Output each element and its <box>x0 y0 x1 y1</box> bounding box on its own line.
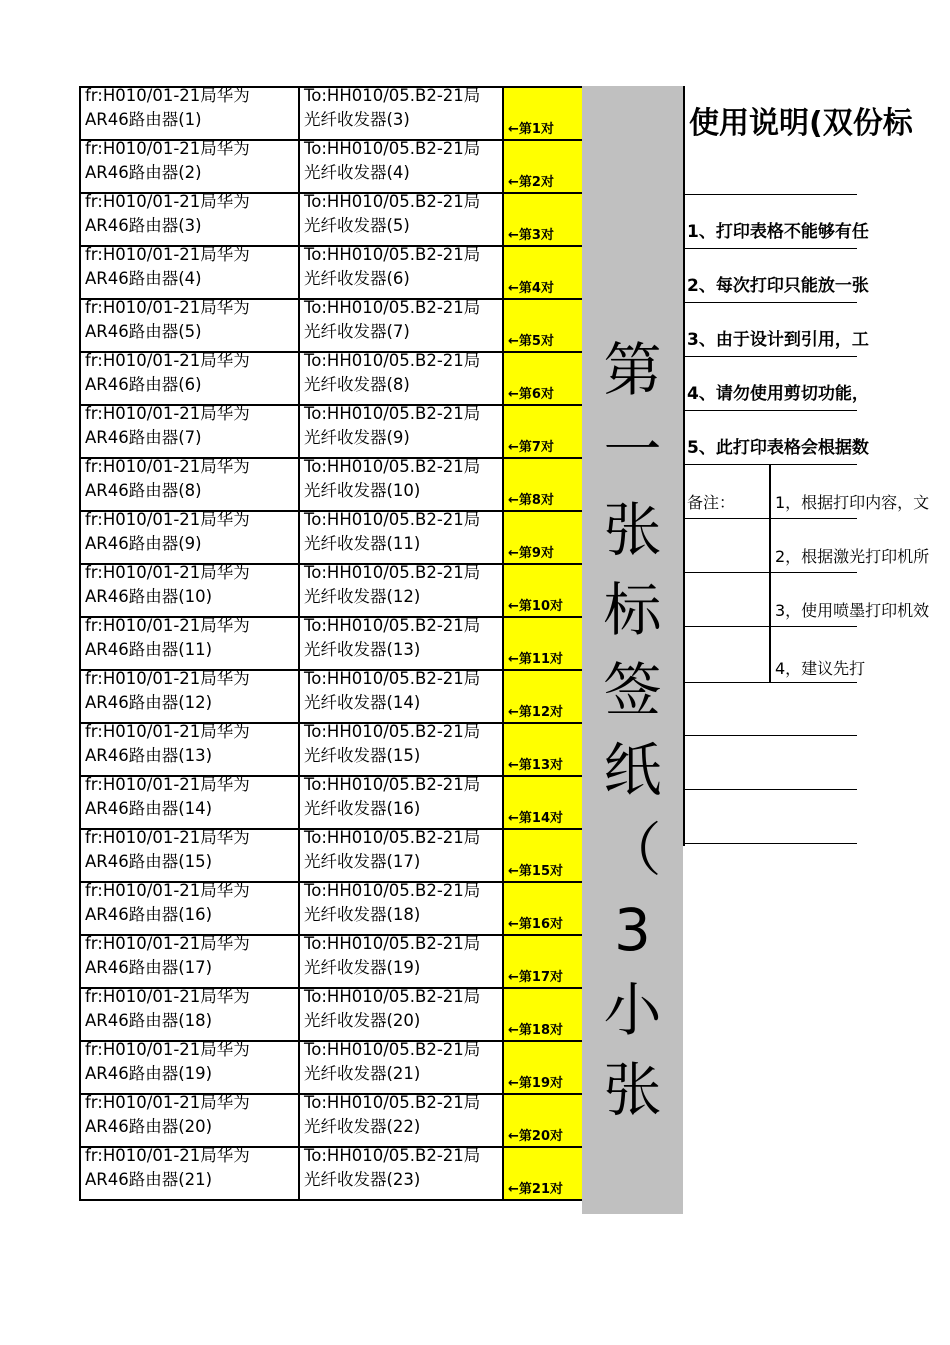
label-row <box>80 352 583 405</box>
note-item: 4，建议先打 <box>775 659 866 678</box>
from-line: fr:H010/01-21局华为 <box>85 245 250 264</box>
to-line: 光纤收发器(5) <box>304 216 410 235</box>
from-line: fr:H010/01-21局华为 <box>85 192 250 211</box>
to-line: 光纤收发器(6) <box>304 269 410 288</box>
from-line: fr:H010/01-21局华为 <box>85 669 250 688</box>
from-line: fr:H010/01-21局华为 <box>85 351 250 370</box>
to-line: To:HH010/05.B2-21局 <box>304 987 481 1006</box>
from-line: fr:H010/01-21局华为 <box>85 934 250 953</box>
to-line: To:HH010/05.B2-21局 <box>304 139 481 158</box>
from-line: AR46路由器(10) <box>85 587 213 606</box>
from-line: fr:H010/01-21局华为 <box>85 86 250 105</box>
from-line: AR46路由器(13) <box>85 746 213 765</box>
from-line: AR46路由器(11) <box>85 640 213 659</box>
label-row <box>80 511 583 564</box>
pair-cell <box>503 564 583 617</box>
from-line: AR46路由器(3) <box>85 216 202 235</box>
note-divider <box>769 465 771 683</box>
instruction-item: 3、由于设计到引用，工 <box>687 330 869 350</box>
from-line: AR46路由器(6) <box>85 375 202 394</box>
divider <box>685 194 857 195</box>
pair-cell <box>503 1094 583 1147</box>
from-line: AR46路由器(2) <box>85 163 202 182</box>
pair-cell <box>503 458 583 511</box>
from-line: AR46路由器(15) <box>85 852 213 871</box>
to-line: 光纤收发器(17) <box>304 852 421 871</box>
from-line: fr:H010/01-21局华为 <box>85 404 250 423</box>
from-cell <box>80 299 299 352</box>
pair-number: ←第21对 <box>508 1182 563 1197</box>
to-line: To:HH010/05.B2-21局 <box>304 669 481 688</box>
from-line: AR46路由器(9) <box>85 534 202 553</box>
vertical-title-char: 张 <box>603 496 662 564</box>
to-line: 光纤收发器(9) <box>304 428 410 447</box>
from-line: fr:H010/01-21局华为 <box>85 563 250 582</box>
to-line: To:HH010/05.B2-21局 <box>304 510 481 529</box>
from-cell <box>80 458 299 511</box>
to-cell <box>299 776 503 829</box>
pair-cell <box>503 87 583 140</box>
divider <box>685 626 857 627</box>
to-line: To:HH010/05.B2-21局 <box>304 1093 481 1112</box>
label-row <box>80 988 583 1041</box>
vertical-title-char: 纸 <box>603 736 662 804</box>
to-line: To:HH010/05.B2-21局 <box>304 563 481 582</box>
pair-number: ←第9对 <box>508 546 554 561</box>
note-item: 2，根据激光打印机所 <box>775 547 930 566</box>
to-line: 光纤收发器(7) <box>304 322 410 341</box>
pair-number: ←第6对 <box>508 387 554 402</box>
vertical-title-char: 第 <box>603 336 662 404</box>
from-line: AR46路由器(4) <box>85 269 202 288</box>
to-line: 光纤收发器(22) <box>304 1117 421 1136</box>
to-cell <box>299 1147 503 1200</box>
from-cell <box>80 1094 299 1147</box>
to-line: To:HH010/05.B2-21局 <box>304 351 481 370</box>
label-row <box>80 458 583 511</box>
from-cell <box>80 617 299 670</box>
divider <box>685 572 857 573</box>
from-line: fr:H010/01-21局华为 <box>85 510 250 529</box>
to-line: 光纤收发器(23) <box>304 1170 421 1189</box>
from-line: AR46路由器(14) <box>85 799 213 818</box>
instructions-panel <box>683 86 950 846</box>
from-cell <box>80 1041 299 1094</box>
label-row <box>80 246 583 299</box>
pair-number: ←第17对 <box>508 970 563 985</box>
to-cell <box>299 723 503 776</box>
to-line: To:HH010/05.B2-21局 <box>304 298 481 317</box>
pair-cell <box>503 299 583 352</box>
pair-cell <box>503 511 583 564</box>
pair-cell <box>503 829 583 882</box>
pair-number: ←第16对 <box>508 917 563 932</box>
divider <box>685 518 857 519</box>
from-line: fr:H010/01-21局华为 <box>85 457 250 476</box>
to-cell <box>299 1094 503 1147</box>
label-row <box>80 829 583 882</box>
vertical-title-char: 标 <box>603 576 662 644</box>
from-line: fr:H010/01-21局华为 <box>85 1146 250 1165</box>
pair-number: ←第2对 <box>508 175 554 190</box>
from-line: fr:H010/01-21局华为 <box>85 722 250 741</box>
from-cell <box>80 988 299 1041</box>
divider <box>685 302 857 303</box>
pair-number: ←第12对 <box>508 705 563 720</box>
to-line: To:HH010/05.B2-21局 <box>304 828 481 847</box>
pair-cell <box>503 405 583 458</box>
from-cell <box>80 1147 299 1200</box>
to-line: To:HH010/05.B2-21局 <box>304 934 481 953</box>
from-line: fr:H010/01-21局华为 <box>85 616 250 635</box>
instruction-item: 1、打印表格不能够有任 <box>687 222 869 242</box>
to-cell <box>299 935 503 988</box>
from-cell <box>80 87 299 140</box>
to-cell <box>299 352 503 405</box>
to-line: 光纤收发器(8) <box>304 375 410 394</box>
from-line: fr:H010/01-21局华为 <box>85 881 250 900</box>
from-line: fr:H010/01-21局华为 <box>85 987 250 1006</box>
pair-number: ←第14对 <box>508 811 563 826</box>
to-cell <box>299 299 503 352</box>
pair-number: ←第8对 <box>508 493 554 508</box>
label-row <box>80 723 583 776</box>
to-line: To:HH010/05.B2-21局 <box>304 722 481 741</box>
label-row <box>80 617 583 670</box>
from-cell <box>80 723 299 776</box>
from-line: AR46路由器(20) <box>85 1117 213 1136</box>
vertical-title-char: 签 <box>603 656 662 724</box>
to-line: 光纤收发器(14) <box>304 693 421 712</box>
label-row <box>80 776 583 829</box>
from-line: AR46路由器(18) <box>85 1011 213 1030</box>
vertical-title-char: 3 <box>614 896 651 964</box>
from-line: fr:H010/01-21局华为 <box>85 1093 250 1112</box>
to-cell <box>299 829 503 882</box>
to-line: 光纤收发器(10) <box>304 481 421 500</box>
from-cell <box>80 564 299 617</box>
pair-number: ←第4对 <box>508 281 554 296</box>
pair-cell <box>503 1147 583 1200</box>
label-row <box>80 1094 583 1147</box>
to-cell <box>299 87 503 140</box>
from-cell <box>80 776 299 829</box>
to-line: 光纤收发器(13) <box>304 640 421 659</box>
to-cell <box>299 140 503 193</box>
pair-number: ←第7对 <box>508 440 554 455</box>
divider <box>685 248 857 249</box>
to-cell <box>299 564 503 617</box>
vertical-title-char: 一 <box>603 416 662 484</box>
to-cell <box>299 193 503 246</box>
from-line: AR46路由器(1) <box>85 110 202 129</box>
pair-cell <box>503 776 583 829</box>
from-line: AR46路由器(5) <box>85 322 202 341</box>
divider <box>685 410 857 411</box>
label-row <box>80 87 583 140</box>
note-item: 1，根据打印内容，文 <box>775 493 930 512</box>
label-row <box>80 405 583 458</box>
to-line: To:HH010/05.B2-21局 <box>304 245 481 264</box>
label-row <box>80 564 583 617</box>
pair-number: ←第13对 <box>508 758 563 773</box>
label-row <box>80 299 583 352</box>
to-line: 光纤收发器(11) <box>304 534 421 553</box>
divider <box>685 843 857 844</box>
pair-cell <box>503 617 583 670</box>
divider <box>685 356 857 357</box>
to-cell <box>299 405 503 458</box>
pair-number: ←第15对 <box>508 864 563 879</box>
to-line: To:HH010/05.B2-21局 <box>304 616 481 635</box>
from-cell <box>80 935 299 988</box>
label-row <box>80 140 583 193</box>
from-cell <box>80 511 299 564</box>
pair-cell <box>503 193 583 246</box>
pair-cell <box>503 140 583 193</box>
to-line: 光纤收发器(21) <box>304 1064 421 1083</box>
pair-cell <box>503 1041 583 1094</box>
pair-cell <box>503 723 583 776</box>
to-line: 光纤收发器(20) <box>304 1011 421 1030</box>
label-row <box>80 1147 583 1200</box>
to-cell <box>299 670 503 723</box>
pair-number: ←第10对 <box>508 599 563 614</box>
instruction-item: 5、此打印表格会根据数 <box>687 438 869 458</box>
from-line: AR46路由器(7) <box>85 428 202 447</box>
note-item: 3，使用喷墨打印机效 <box>775 601 930 620</box>
to-line: To:HH010/05.B2-21局 <box>304 404 481 423</box>
divider <box>685 789 857 790</box>
from-cell <box>80 882 299 935</box>
instruction-item: 2、每次打印只能放一张 <box>687 276 869 296</box>
pair-number: ←第1对 <box>508 122 554 137</box>
to-cell <box>299 1041 503 1094</box>
vertical-title-char: 小 <box>603 976 662 1044</box>
pair-number: ←第5对 <box>508 334 554 349</box>
from-cell <box>80 193 299 246</box>
from-line: AR46路由器(17) <box>85 958 213 977</box>
pair-cell <box>503 988 583 1041</box>
from-cell <box>80 405 299 458</box>
pair-cell <box>503 246 583 299</box>
instruction-item: 4、请勿使用剪切功能， <box>687 384 869 404</box>
to-line: To:HH010/05.B2-21局 <box>304 1040 481 1059</box>
label-row <box>80 1041 583 1094</box>
to-line: To:HH010/05.B2-21局 <box>304 1146 481 1165</box>
label-row <box>80 935 583 988</box>
pair-number: ←第18对 <box>508 1023 563 1038</box>
to-line: 光纤收发器(12) <box>304 587 421 606</box>
pair-cell <box>503 935 583 988</box>
from-cell <box>80 246 299 299</box>
to-line: 光纤收发器(4) <box>304 163 410 182</box>
from-line: fr:H010/01-21局华为 <box>85 775 250 794</box>
from-line: fr:H010/01-21局华为 <box>85 139 250 158</box>
to-cell <box>299 882 503 935</box>
pair-number: ←第20对 <box>508 1129 563 1144</box>
to-line: To:HH010/05.B2-21局 <box>304 775 481 794</box>
divider <box>685 735 857 736</box>
from-line: fr:H010/01-21局华为 <box>85 1040 250 1059</box>
to-line: To:HH010/05.B2-21局 <box>304 192 481 211</box>
label-table <box>79 86 584 1201</box>
to-line: To:HH010/05.B2-21局 <box>304 457 481 476</box>
to-line: 光纤收发器(16) <box>304 799 421 818</box>
pair-number: ←第11对 <box>508 652 563 667</box>
pair-number: ←第3对 <box>508 228 554 243</box>
to-cell <box>299 246 503 299</box>
from-line: fr:H010/01-21局华为 <box>85 828 250 847</box>
label-row <box>80 882 583 935</box>
from-cell <box>80 670 299 723</box>
to-line: 光纤收发器(19) <box>304 958 421 977</box>
note-label: 备注： <box>687 493 736 512</box>
label-row <box>80 670 583 723</box>
vertical-title-char: （ <box>603 816 662 884</box>
divider <box>685 464 857 465</box>
from-cell <box>80 140 299 193</box>
divider <box>685 682 857 683</box>
to-line: To:HH010/05.B2-21局 <box>304 86 481 105</box>
to-line: To:HH010/05.B2-21局 <box>304 881 481 900</box>
from-line: AR46路由器(12) <box>85 693 213 712</box>
from-line: fr:H010/01-21局华为 <box>85 298 250 317</box>
vertical-title-char: 张 <box>603 1056 662 1124</box>
vertical-title <box>582 330 683 1130</box>
from-cell <box>80 352 299 405</box>
to-cell <box>299 988 503 1041</box>
to-cell <box>299 511 503 564</box>
from-line: AR46路由器(8) <box>85 481 202 500</box>
pair-number: ←第19对 <box>508 1076 563 1091</box>
from-line: AR46路由器(16) <box>85 905 213 924</box>
label-row <box>80 193 583 246</box>
to-cell <box>299 458 503 511</box>
to-line: 光纤收发器(15) <box>304 746 421 765</box>
to-line: 光纤收发器(3) <box>304 110 410 129</box>
pair-cell <box>503 670 583 723</box>
from-line: AR46路由器(21) <box>85 1170 213 1189</box>
pair-cell <box>503 882 583 935</box>
instructions-title: 使用说明(双份标 <box>689 106 913 141</box>
pair-cell <box>503 352 583 405</box>
from-cell <box>80 829 299 882</box>
to-line: 光纤收发器(18) <box>304 905 421 924</box>
from-line: AR46路由器(19) <box>85 1064 213 1083</box>
to-cell <box>299 617 503 670</box>
